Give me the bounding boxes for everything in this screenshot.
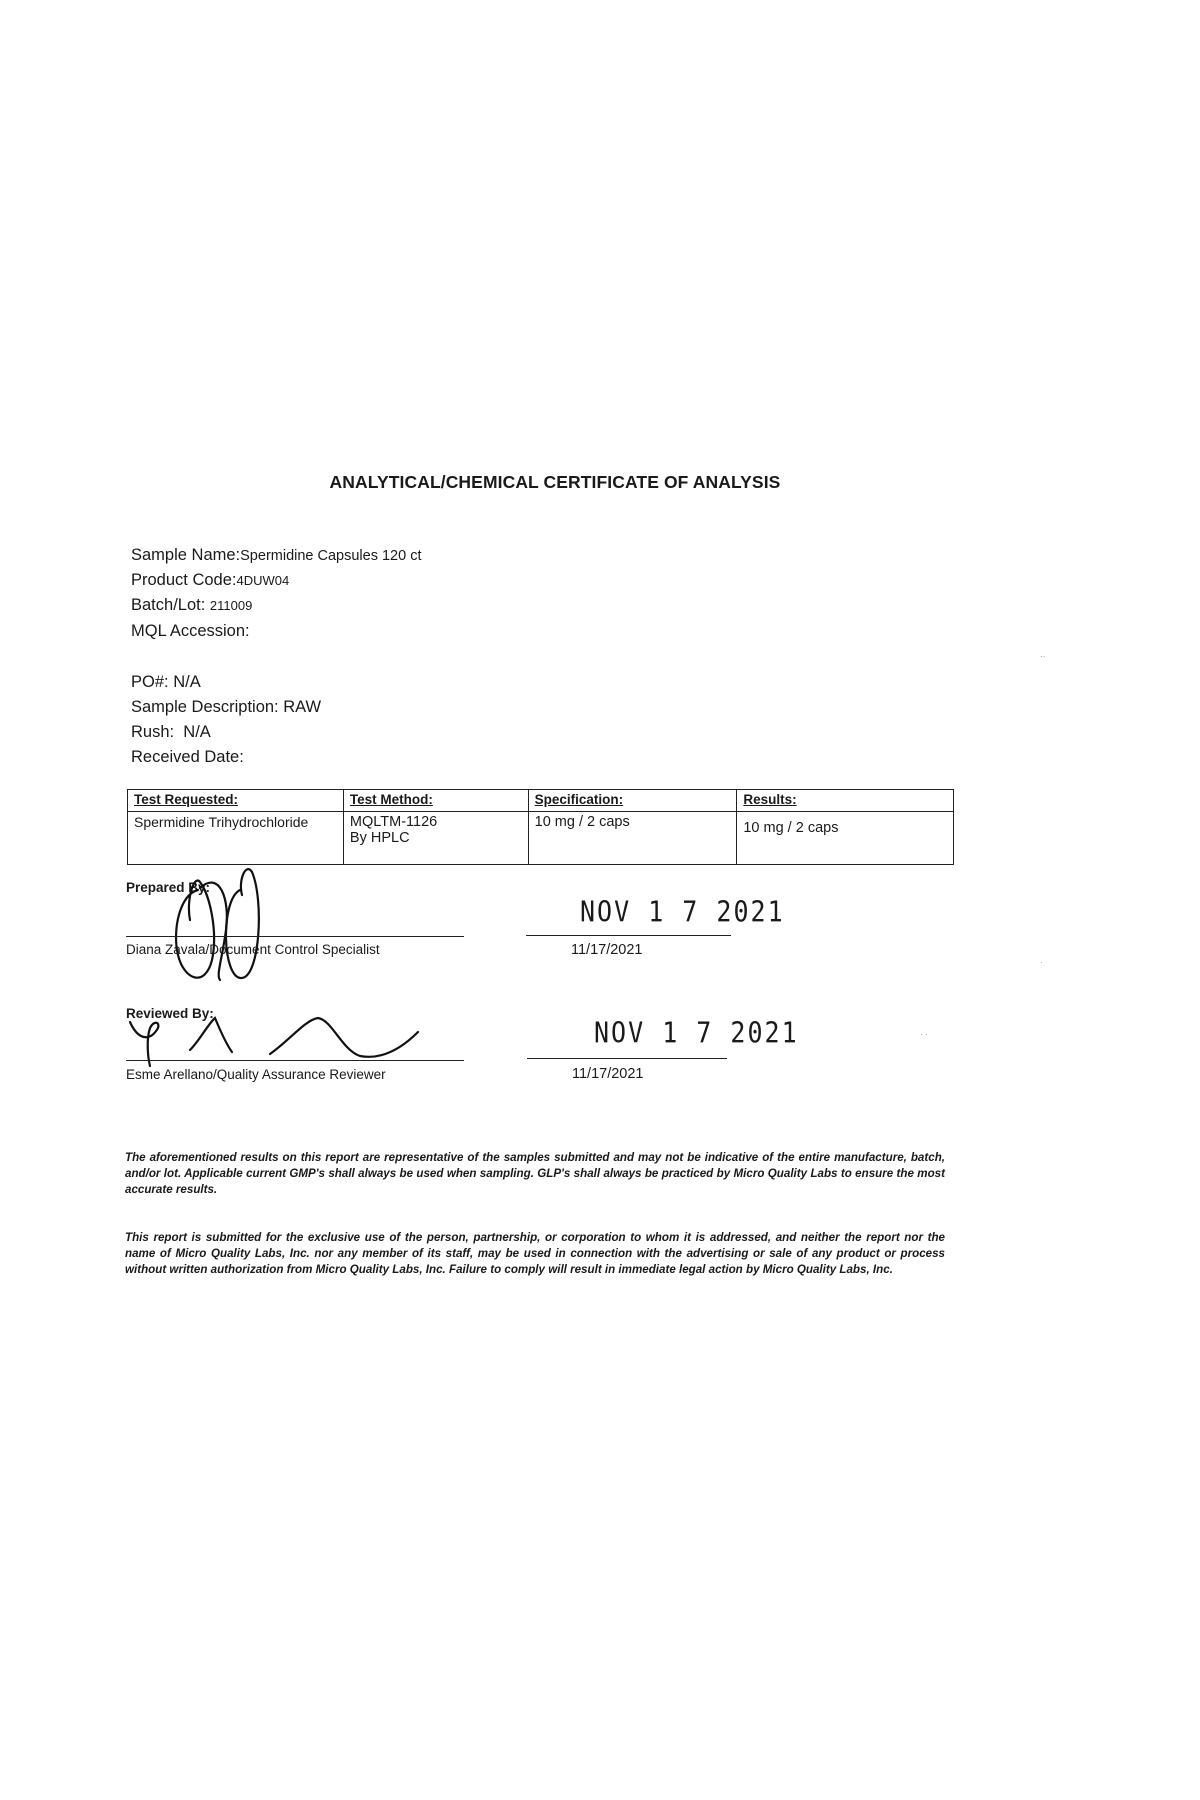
sample-description-label: Sample Description: bbox=[131, 698, 279, 716]
mql-accession-line bbox=[131, 621, 250, 641]
batch-lot-line bbox=[131, 595, 252, 616]
cell-test-method bbox=[343, 812, 528, 865]
method-code: MQLTM-1126 bbox=[349, 814, 438, 830]
product-code-value: 4DUW04 bbox=[236, 573, 290, 588]
scan-speck: ·· bbox=[1040, 652, 1046, 661]
prepared-date: 11/17/2021 bbox=[571, 942, 643, 958]
product-code-line bbox=[131, 570, 289, 591]
prepared-by-name: Diana Zavala/Document Control Specialist bbox=[126, 942, 380, 957]
sample-name-line bbox=[131, 545, 422, 566]
po-value: N/A bbox=[173, 673, 201, 691]
test-results-table bbox=[127, 789, 954, 865]
scan-speck: · bbox=[1040, 958, 1043, 967]
sample-description-value: RAW bbox=[283, 698, 322, 716]
prepared-by-label: Prepared By: bbox=[126, 880, 211, 895]
reviewed-signature-icon bbox=[120, 1010, 430, 1070]
prepared-date-stamp: NOV 1 7 2021 bbox=[580, 895, 785, 929]
sample-description-line bbox=[131, 697, 321, 717]
table-header-row bbox=[128, 790, 954, 812]
batch-lot-value: 211009 bbox=[209, 598, 253, 613]
reviewed-date: 11/17/2021 bbox=[572, 1066, 644, 1082]
reviewed-by-name: Esme Arellano/Quality Assurance Reviewer bbox=[126, 1067, 386, 1082]
product-code-label: Product Code: bbox=[131, 571, 237, 589]
sample-name-value: Spermidine Capsules 120 ct bbox=[240, 548, 422, 564]
sample-name-label: Sample Name: bbox=[131, 546, 241, 564]
cell-specification: 10 mg / 2 caps bbox=[528, 812, 737, 865]
received-date-label: Received Date: bbox=[131, 748, 244, 766]
disclaimer-exclusive-use: This report is submitted for the exclusive use of the person, partnership, or corporation to whom it is addressed, and neither the report nor the name of Micro Quality Labs, Inc. nor any member of its staff, may be used in connection with the advertising or sale of any product or process without written authorization from Micro Quality Labs, Inc. Failure to comply will result in immediate legal action by Micro Quality Labs, Inc. bbox=[125, 1231, 945, 1276]
prepared-signature-icon bbox=[160, 860, 290, 995]
scan-speck: · · bbox=[920, 1030, 928, 1039]
received-date-line bbox=[131, 747, 244, 767]
po-label: PO#: bbox=[131, 673, 169, 691]
reviewed-by-label: Reviewed By: bbox=[126, 1006, 214, 1021]
header-specification: Specification: bbox=[528, 790, 737, 812]
reviewed-signature-line bbox=[126, 1060, 464, 1061]
method-technique: By HPLC bbox=[349, 830, 410, 846]
prepared-date-line bbox=[526, 935, 731, 936]
rush-value: N/A bbox=[183, 723, 211, 741]
prepared-signature-line bbox=[126, 936, 464, 937]
po-line bbox=[131, 672, 201, 692]
disclaimer-representative: The aforementioned results on this report are representative of the samples submitted and may not be indicative of the entire manufacture, batch, and/or lot. Applicable current GMP's shall always be used when sampling. GLP's shall always be practiced by Micro Quality Labs to ensure the most accurate results. bbox=[125, 1151, 945, 1196]
cell-test-requested: Spermidine Trihydrochloride bbox=[128, 812, 344, 865]
mql-accession-label: MQL Accession: bbox=[131, 622, 250, 640]
rush-label: Rush: bbox=[131, 723, 175, 741]
header-test-method: Test Method: bbox=[343, 790, 528, 812]
reviewed-date-stamp: NOV 1 7 2021 bbox=[594, 1016, 799, 1050]
cell-results: 10 mg / 2 caps bbox=[737, 812, 954, 865]
reviewed-date-line bbox=[527, 1058, 727, 1059]
batch-lot-label: Batch/Lot: bbox=[131, 596, 206, 614]
table-row bbox=[128, 812, 954, 865]
document-title: ANALYTICAL/CHEMICAL CERTIFICATE OF ANALYSIS bbox=[329, 472, 781, 492]
rush-line bbox=[131, 722, 211, 742]
header-test-requested: Test Requested: bbox=[128, 790, 344, 812]
header-results: Results: bbox=[737, 790, 954, 812]
